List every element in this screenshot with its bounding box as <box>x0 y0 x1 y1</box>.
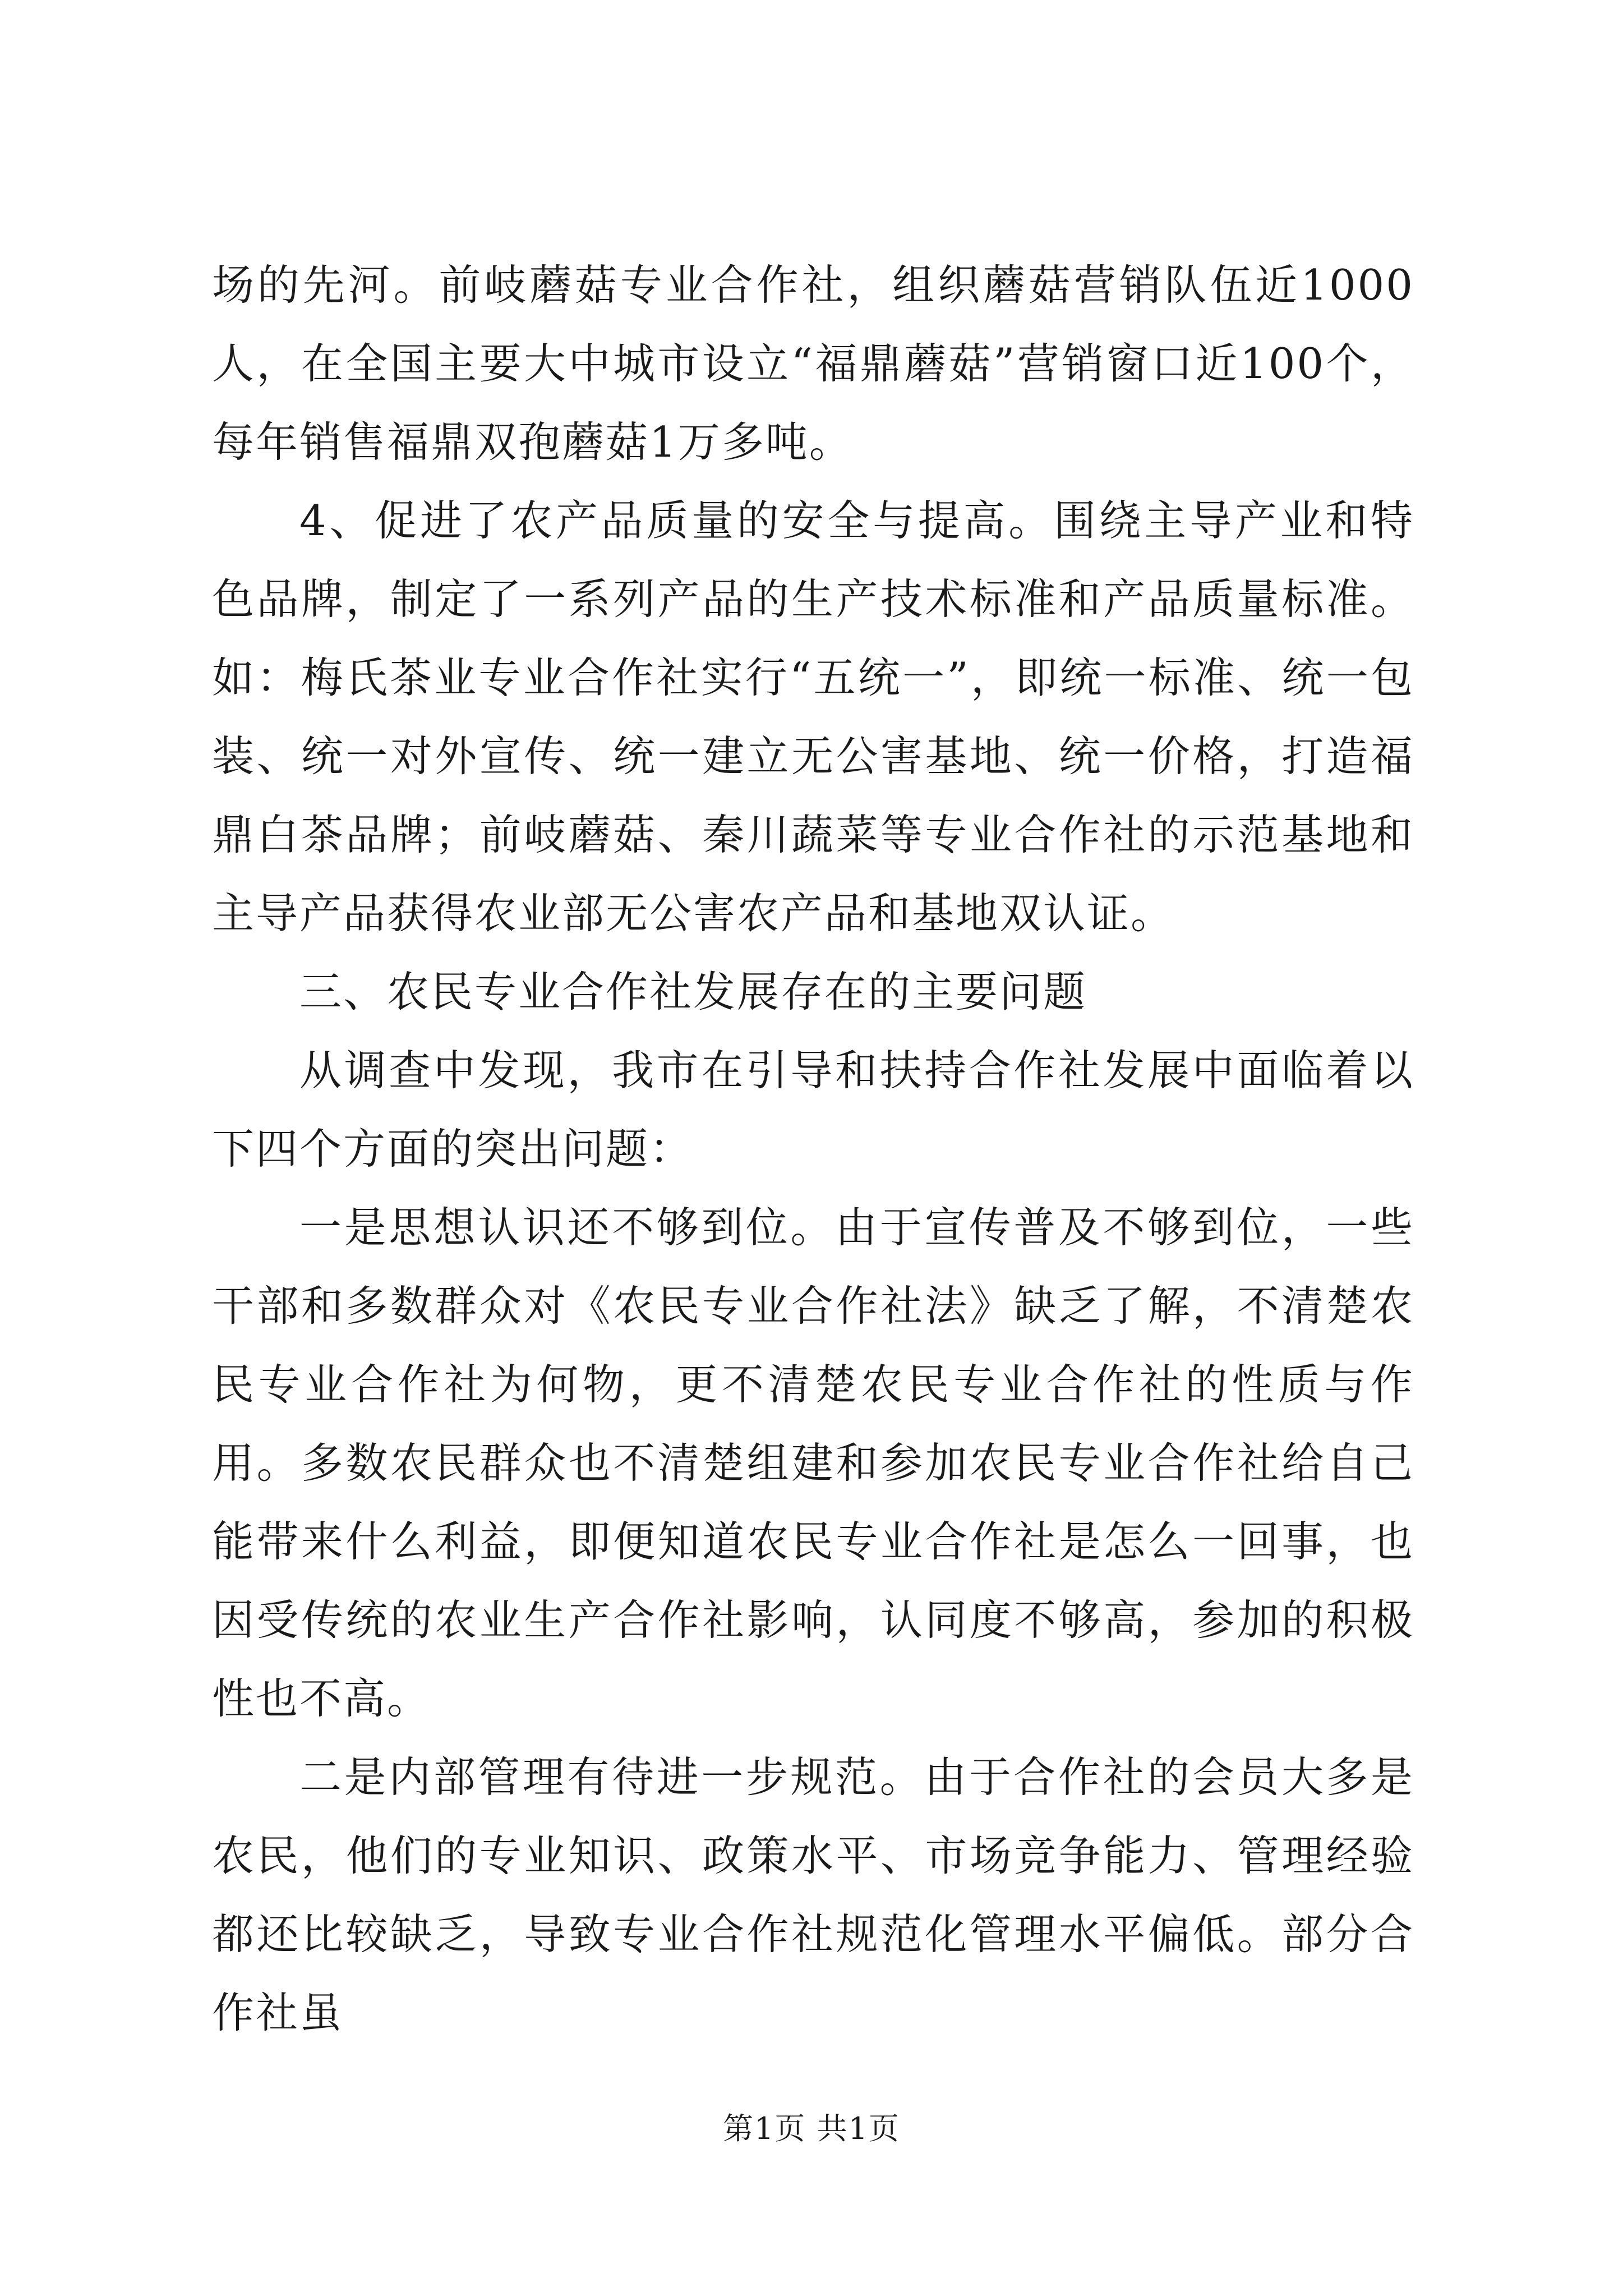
page-number-footer: 第1页 共1页 <box>723 2111 900 2146</box>
section-heading-problems: 三、农民专业合作社发展存在的主要问题 <box>299 967 1087 1016</box>
document-body <box>212 246 1414 2052</box>
paragraph-awareness-issue: 一是思想认识还不够到位。由于宣传普及不够到位，一些干部和多数群众对《农民专业合作社法》缺乏了解，不清楚农民专业合作社为何物，更不清楚农民专业合作社的性质与作用。多数农民群众也不清楚组建和参加农民专业合作社给自己能带来什么利益，即便知道农民专业合作社是怎么一回事，也因受传统的农业生产合作社影响，认同度不够高，参加的积极性也不高。 <box>212 1203 1414 1723</box>
paragraph-management-issue: 二是内部管理有待进一步规范。由于合作社的会员大多是农民，他们的专业知识、政策水平、市场竞争能力、管理经验都还比较缺乏，导致专业合作社规范化管理水平偏低。部分合作社虽 <box>212 1752 1414 2037</box>
paragraph-quality-improvement: 4、促进了农产品质量的安全与提高。围绕主导产业和特色品牌，制定了一系列产品的生产技术标准和产品质量标准。如：梅氏茶业专业合作社实行“五统一”，即统一标准、统一包装、统一对外宣传、统一建立无公害基地、统一价格，打造福鼎白茶品牌；前岐蘑菇、秦川蔬菜等专业合作社的示范基地和主导产品获得农业部无公害农产品和基地双认证。 <box>212 496 1414 938</box>
paragraph-survey-intro: 从调查中发现，我市在引导和扶持合作社发展中面临着以下四个方面的突出问题： <box>212 1046 1414 1174</box>
paragraph-continuation: 场的先河。前岐蘑菇专业合作社，组织蘑菇营销队伍近1000人，在全国主要大中城市设立“福鼎蘑菇”营销窗口近100个，每年销售福鼎双孢蘑菇1万多吨。 <box>212 260 1414 467</box>
